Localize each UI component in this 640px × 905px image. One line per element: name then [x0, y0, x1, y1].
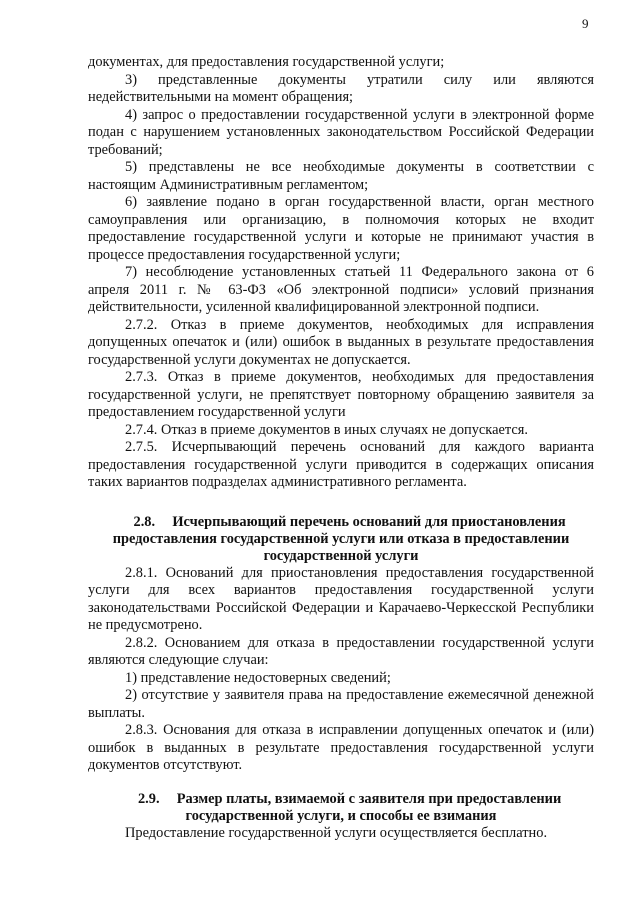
section-2-9-heading — [88, 791, 594, 825]
clause-2-7-4: 2.7.4. Отказ в приеме документов в иных случаях не допускается. — [125, 421, 528, 438]
clause-2-8-3: 2.8.3. Основания для отказа в исправлении допущенных опечаток и (или) ошибок в выданных в результате предоставления государственной услуги документов отсутствуют. — [88, 722, 594, 773]
section-title-line: Исчерпывающий перечень оснований для приостановления — [172, 513, 566, 530]
paragraph: документах, для предоставления государственной услуги; — [88, 54, 445, 70]
list-item-1: 1) представление недостоверных сведений; — [125, 669, 391, 686]
list-item-3: 3) представленные документы утратили силу или являются недействительными на момент обращения; — [88, 71, 594, 105]
page-number: 9 — [582, 16, 589, 31]
clause-2-8-1: 2.8.1. Оснований для приостановления предоставления государственной услуги для всех вариантов предоставления государственной услуги законодательствами Российской Федерации и Карачаево-Черкесской Республики не предусмотрено. — [88, 564, 594, 633]
clause-2-7-2: 2.7.2. Отказ в приеме документов, необходимых для исправления допущенных опечаток и (или) ошибок в выданных в результате предоставления государственной услуги документах не допускается. — [88, 316, 594, 368]
list-item-5: 5) представлены не все необходимые документы в соответствии с настоящим Административным регламентом; — [88, 159, 594, 193]
section-number: 2.8. — [133, 513, 156, 530]
fee-statement: Предоставление государственной услуги осуществляется бесплатно. — [125, 824, 548, 841]
section-title-line: предоставления государственной услуги или отказа в предоставлении — [112, 530, 570, 547]
section-title — [88, 791, 594, 808]
section-title — [88, 514, 594, 531]
list-item-6: 6) заявление подано в орган государственной власти, орган местного самоуправления или организацию, в полномочия которых не входит предоставление государственной услуги и которые не принимают участия в процессе предоставления государственной услуги; — [88, 194, 594, 263]
clause-2-8-2: 2.8.2. Основанием для отказа в предоставлении государственной услуги являются следующие случаи: — [88, 634, 594, 668]
section-number: 2.9. — [137, 790, 160, 807]
list-item-4: 4) запрос о предоставлении государственной услуги в электронной форме подан с нарушением установленных законодательством Российской Федерации требований; — [88, 106, 594, 158]
section-title-line: государственной услуги — [263, 547, 419, 564]
clause-2-7-3: 2.7.3. Отказ в приеме документов, необходимых для предоставления государственной услуги, не препятствует повторному обращению заявителя за предоставлением государственной услуги — [88, 369, 594, 420]
list-item-2: 2) отсутствие у заявителя права на предоставление ежемесячной денежной выплаты. — [88, 687, 594, 721]
section-title-line: Размер платы, взимаемой с заявителя при предоставлении — [176, 790, 562, 807]
list-item-7: 7) несоблюдение установленных статьей 11 Федерального закона от 6 апреля 2011 г. № 63-ФЗ «Об электронной подписи» условий признания действительности, усиленной квалифицированной электронной подписи. — [88, 264, 594, 315]
clause-2-7-5: 2.7.5. Исчерпывающий перечень оснований для каждого варианта предоставления государственной услуги приводится в содержащих описания таких вариантов подразделах административного регламента. — [88, 439, 594, 490]
section-2-8-heading — [88, 514, 594, 565]
section-title-line: государственной услуги, и способы ее взимания — [185, 807, 497, 824]
document-body — [88, 54, 594, 842]
